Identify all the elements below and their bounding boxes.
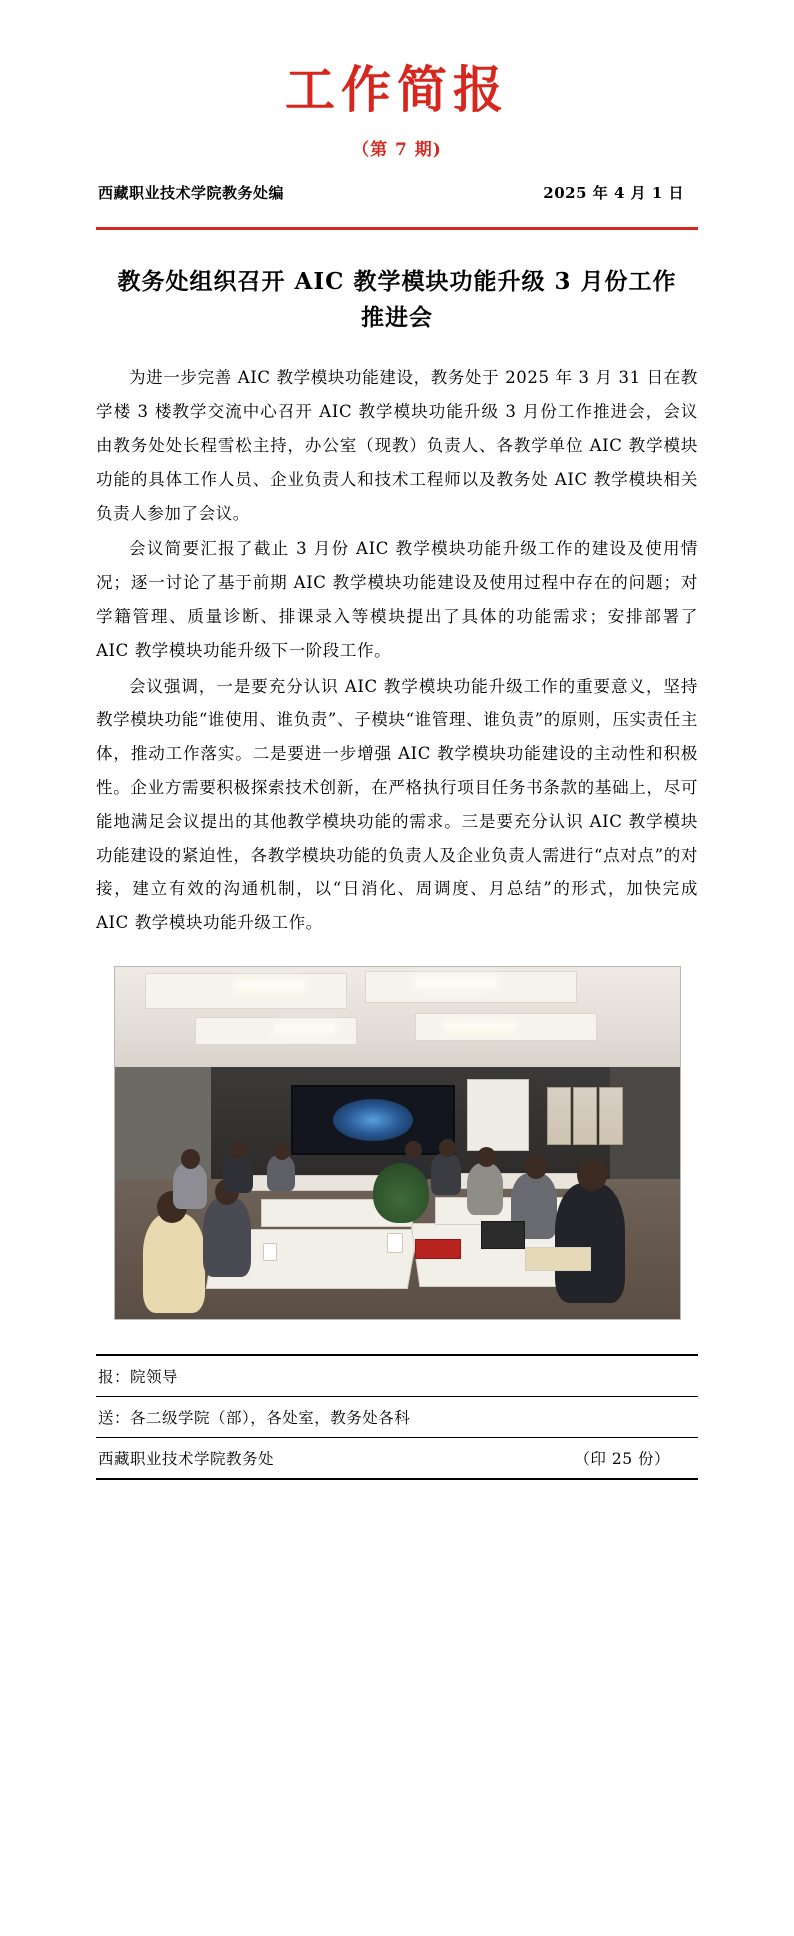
issue-date: 2025 年 4 月 1 日: [543, 184, 684, 202]
masthead-red-divider: [96, 227, 698, 230]
article-body: [96, 361, 698, 940]
attendee: [223, 1153, 253, 1193]
attendee: [467, 1163, 503, 1215]
water-cup: [387, 1233, 403, 1253]
ceiling-panel: [145, 973, 347, 1009]
attendee-head: [577, 1159, 607, 1191]
potted-plant: [373, 1163, 429, 1223]
attendee: [267, 1155, 295, 1191]
masthead: [96, 48, 698, 160]
article-paragraph-3: 会议强调，一是要充分认识 AIC 教学模块功能升级工作的重要意义，坚持教学模块功能“谁使用、谁负责”、子模块“谁管理、谁负责”的原则，压实责任主体，推动工作落实。二是要进一步增强 AIC 教学模块功能建设的主动性和积极性。企业方需要积极探索技术创新，在严格执行项目任务书条款的基础上，尽可能地满足会议提出的其他教学模块功能的需求。三是要充分认识 AIC 教学模块功能建设的紧迫性，各教学模块功能的负责人及企业负责人需进行“点对点”的对接，建立有效的沟通机制，以“日消化、周调度、月总结”的形式，加快完成 AIC 教学模块功能升级工作。: [96, 676, 698, 933]
footer-copies: （印 25 份）: [574, 1450, 670, 1469]
projection-screen: [291, 1085, 455, 1155]
attendee-head: [439, 1139, 456, 1157]
footer-issuer-line: [96, 1438, 698, 1480]
attendee-head: [274, 1143, 290, 1160]
attendee: [203, 1197, 251, 1277]
footer-report-label: 报：院领导: [98, 1368, 179, 1387]
ceiling-light: [235, 981, 305, 989]
laptop: [481, 1221, 525, 1249]
attendee-head: [405, 1141, 422, 1159]
issuing-department: 西藏职业技术学院教务处编: [98, 184, 285, 202]
water-cup: [263, 1243, 277, 1261]
footer-send-line: [96, 1397, 698, 1438]
masthead-issue-number: （第 7 期): [352, 140, 442, 160]
ceiling-panel: [365, 971, 577, 1003]
desk-name-card: [415, 1239, 461, 1259]
attendee: [173, 1163, 207, 1209]
footer-send-label: 送：各二级学院（部），各处室，教务处各科: [98, 1409, 411, 1428]
ceiling-light: [415, 979, 495, 987]
attendee-head: [230, 1141, 247, 1159]
screen-image: [333, 1099, 413, 1141]
attendee: [555, 1183, 625, 1303]
open-folder: [525, 1247, 591, 1271]
meeting-photo: [114, 966, 681, 1320]
article-paragraph-1: 为进一步完善 AIC 教学模块功能建设，教务处于 2025 年 3 月 31 日在教学楼 3 楼教学交流中心召开 AIC 教学模块功能升级 3 月份工作推进会，会议由教务处处长程雪松主持，办公室（现教）负责人、各教学单位 AIC 教学模块功能的具体工作人员、企业负责人和技术工程师以及教务处 AIC 教学模块相关负责人参加了会议。: [96, 368, 698, 523]
attendee: [431, 1153, 461, 1195]
article-paragraph-2: 会议简要汇报了截止 3 月份 AIC 教学模块功能升级工作的建设及使用情况；逐一讨论了基于前期 AIC 教学模块功能建设及使用过程中存在的问题；对学籍管理、质量诊断、排课录入等模块提出了具体的功能需求；安排部署了 AIC 教学模块功能升级下一阶段工作。: [96, 539, 698, 660]
footer-report-line: [96, 1356, 698, 1397]
attendee-head: [525, 1155, 547, 1179]
masthead-title: 工作简报: [285, 60, 509, 119]
wall-poster: [547, 1087, 571, 1145]
attendee-head: [477, 1147, 496, 1167]
photo-ceiling: [115, 967, 680, 1075]
attendee-head: [181, 1149, 200, 1169]
footer-issuer: 西藏职业技术学院教务处: [98, 1450, 275, 1469]
meeting-photo-wrapper: [96, 966, 698, 1320]
document-footer: [96, 1354, 698, 1480]
whiteboard: [467, 1079, 529, 1151]
wall-poster: [573, 1087, 597, 1145]
masthead-meta-row: [96, 182, 698, 203]
attendee: [143, 1213, 205, 1313]
ceiling-light: [445, 1023, 515, 1030]
ceiling-light: [275, 1025, 335, 1032]
article-title: 教务处组织召开 AIC 教学模块功能升级 3 月份工作推进会: [117, 268, 677, 331]
wall-poster: [599, 1087, 623, 1145]
